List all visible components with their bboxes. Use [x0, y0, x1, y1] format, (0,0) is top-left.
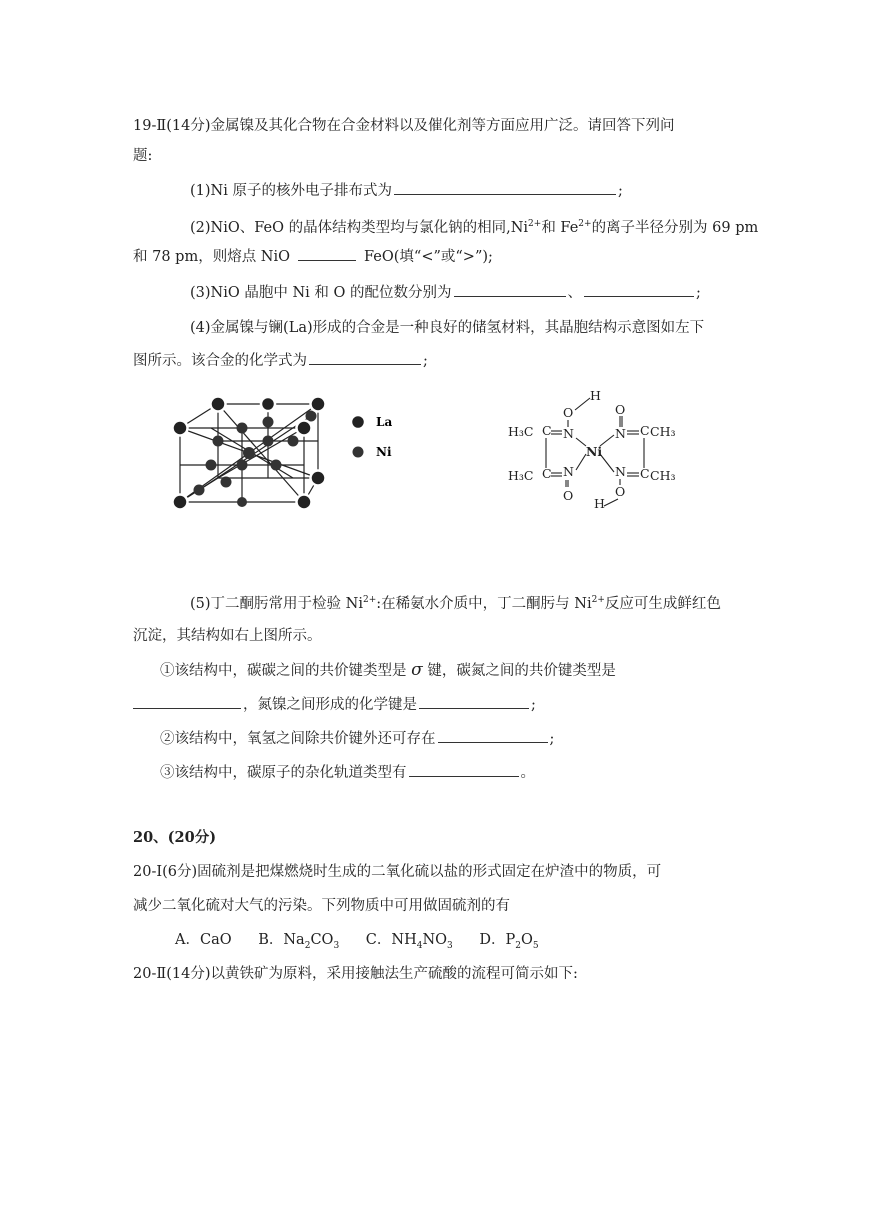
q19-part2-line2	[133, 246, 493, 267]
q19-sub2	[160, 728, 554, 749]
q19-part4-line2	[133, 350, 428, 371]
sub1-text-b: 键，碳氮之间的共价键类型是	[427, 663, 616, 679]
part5-text-a: (5)丁二酮肟常用于检验 Ni	[190, 595, 363, 612]
part3-sep: 、	[567, 285, 583, 301]
answer-blank-2[interactable]	[298, 246, 356, 261]
ni-charge: 2+	[528, 219, 542, 229]
q20-i-line1: 20-Ⅰ(6分)固硫剂是把煤燃烧时生成的二氧化硫以盐的形式固定在炉渣中的物质，可	[133, 864, 662, 880]
atom-n3: N	[563, 464, 574, 479]
atom-o-top: O	[563, 405, 574, 420]
q19-intro-line2: 题:	[133, 148, 153, 164]
la-legend-icon	[351, 415, 365, 429]
atom-o-top-right: O	[615, 402, 626, 417]
q19-part4-line1: (4)金属镍与镧(La)形成的合金是一种良好的储氢材料，其晶胞结构示意图如左下	[190, 320, 705, 336]
ni-charge-a: 2+	[362, 595, 377, 605]
atom-o-bottom: O	[615, 484, 626, 499]
atom-c2: C	[640, 423, 650, 438]
q19-sub3	[160, 762, 535, 783]
atom-h-bottom: H	[594, 496, 605, 511]
q19-sub1-line2	[133, 694, 536, 715]
answer-blank-5b[interactable]	[419, 694, 529, 709]
option-a[interactable]: A．CaO	[175, 932, 232, 948]
legend	[351, 415, 392, 459]
part1-end: ;	[617, 183, 623, 199]
part3-end: ;	[696, 285, 701, 301]
atom-ni-center: Ni	[586, 444, 603, 459]
sub3-end: 。	[520, 765, 535, 781]
answer-blank-6[interactable]	[438, 728, 548, 743]
q19-sub1-line1	[160, 660, 616, 681]
fe-charge: 2+	[578, 219, 592, 229]
legend-ni-label: Ni	[376, 445, 392, 459]
ni-charge-b: 2+	[591, 595, 605, 605]
part2-text-e: FeO(填“<”或“>”);	[364, 249, 493, 265]
part2-text-b: 和 Fe	[541, 219, 579, 236]
sub2-end: ;	[549, 731, 555, 747]
answer-blank-3a[interactable]	[454, 282, 566, 297]
part3-text: (3)NiO 晶胞中 Ni 和 O 的配位数分别为	[190, 285, 452, 301]
atom-c1: C	[542, 423, 552, 438]
part4-text: 图所示。该合金的化学式为	[133, 353, 307, 369]
q19-part5-line1	[190, 590, 721, 614]
answer-blank-1[interactable]	[394, 180, 616, 195]
part5-text-c: 反应可生成鲜红色	[604, 595, 721, 612]
q20-i-line2: 减少二氧化硫对大气的污染。下列物质中可用做固硫剂的有	[133, 898, 510, 914]
option-b[interactable]: B．$Na_2CO_3$	[258, 932, 340, 951]
crystal-cell-figure	[168, 392, 408, 522]
sub2-text: ②该结构中，氧氢之间除共价键外还可存在	[160, 731, 436, 747]
part4-end: ;	[423, 353, 428, 369]
answer-blank-5a[interactable]	[133, 694, 241, 709]
atom-c4: C	[640, 466, 650, 481]
sub1-end: ;	[531, 697, 536, 713]
sub1-text-a: ①该结构中，碳碳之间的共价键类型是	[160, 663, 407, 679]
sub3-text: ③该结构中，碳原子的杂化轨道类型有	[160, 765, 407, 781]
ni-legend-icon	[353, 447, 364, 458]
q20-ii-line: 20-Ⅱ(14分)以黄铁矿为原料，采用接触法生产硫酸的流程可简示如下:	[133, 966, 578, 982]
atom-n4: N	[615, 464, 626, 479]
answer-blank-3b[interactable]	[584, 282, 694, 297]
part1-text: (1)Ni 原子的核外电子排布式为	[190, 183, 392, 199]
answer-blank-7[interactable]	[409, 762, 519, 777]
atom-n1: N	[563, 426, 574, 441]
part2-text-a: (2)NiO、FeO 的晶体结构类型均与氯化钠的相同,Ni	[190, 219, 529, 236]
part2-text-c: 的离子半径分别为 69 pm	[591, 219, 759, 236]
atom-c3: C	[542, 466, 552, 481]
legend-la-label: La	[376, 415, 393, 429]
atom-h-top: H	[590, 388, 601, 403]
part5-text-b: :在稀氨水介质中，丁二酮肟与 Ni	[376, 595, 592, 612]
q19-intro-line1: 19-Ⅱ(14分)金属镍及其化合物在合金材料以及催化剂等方面应用广泛。请回答下列问	[133, 118, 675, 134]
sigma-symbol: σ	[411, 660, 423, 680]
answer-blank-4[interactable]	[309, 350, 421, 365]
q19-part3	[190, 282, 701, 303]
q20-options	[175, 930, 539, 956]
group-ch3-top: CH₃	[650, 424, 676, 439]
group-h3c-top: H₃C	[508, 424, 534, 439]
group-ch3-bottom: CH₃	[650, 468, 676, 483]
atom-n2: N	[615, 426, 626, 441]
q19-part2-line1	[190, 214, 758, 238]
group-h3c-bottom: H₃C	[508, 468, 534, 483]
option-d[interactable]: D．$P_2O_5$	[479, 932, 539, 951]
q19-part5-line2: 沉淀，其结构如右上图所示。	[133, 628, 322, 644]
part2-text-d: 和 78 pm，则熔点 NiO	[133, 249, 291, 265]
q20-header: 20、(20分)	[133, 829, 217, 846]
sub1-text-c: ，氮镍之间形成的化学键是	[243, 697, 417, 713]
q19-part1	[190, 180, 623, 201]
option-c[interactable]: C．$NH_4NO_3$	[365, 932, 453, 951]
molecule-structure-figure	[500, 388, 715, 518]
atom-o-bottom-left: O	[563, 488, 574, 503]
